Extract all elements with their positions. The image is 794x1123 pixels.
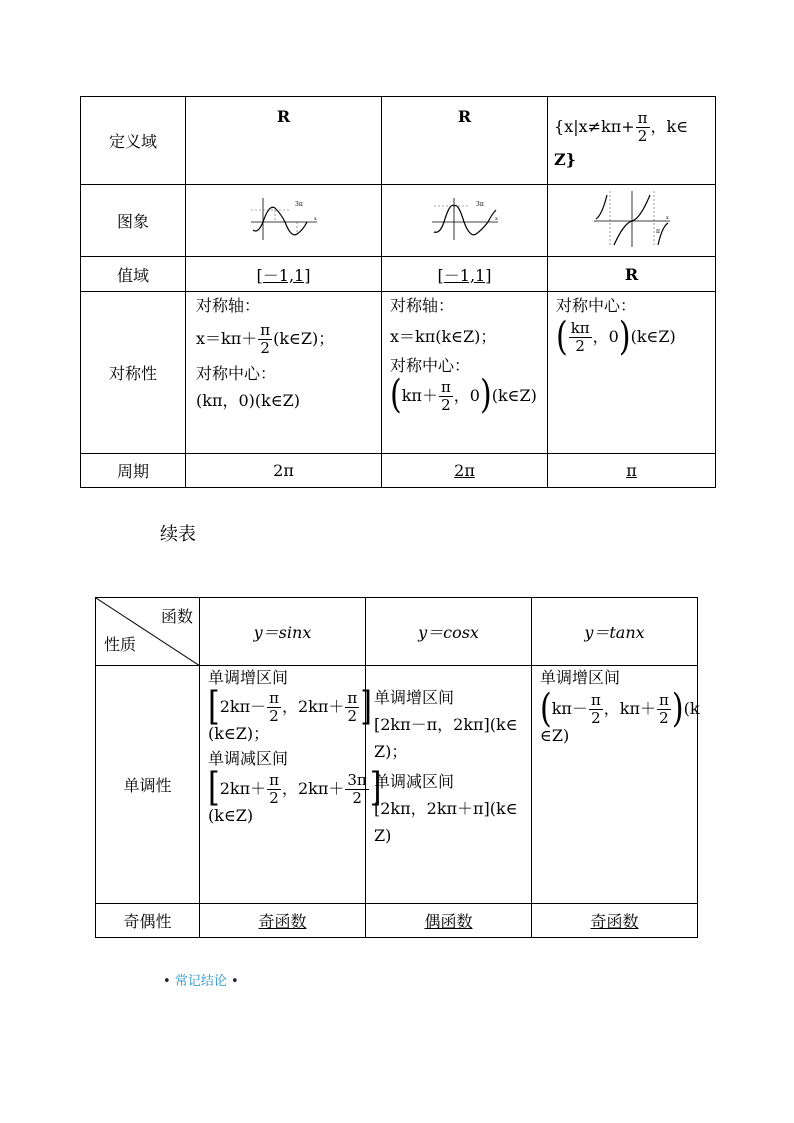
fraction: $\frac{\pi}{2}$	[269, 689, 279, 726]
cos-axis-title: 对称轴：	[390, 296, 455, 315]
fraction: $\frac{\pi}{2}$	[269, 770, 279, 807]
corner-top: 函数	[160, 607, 193, 626]
trig-properties-table-continued	[95, 597, 698, 938]
sin-symmetry	[186, 292, 382, 454]
fraction: $\frac{3\pi}{2}$	[347, 770, 367, 807]
sin-parity: 奇函数	[200, 904, 366, 938]
cos-inc-title: 单调增区间	[374, 688, 455, 707]
conclusion-label: 常记结论	[174, 974, 227, 989]
tan-monotonic	[532, 666, 698, 904]
sin-axis-title: 对称轴：	[196, 296, 261, 315]
sin-center: (kπ，0)(k∈Z)	[196, 391, 301, 411]
svg-text:x: x	[313, 215, 317, 222]
graph-row	[81, 185, 716, 257]
tan-inc-interval: (kπ－ $\frac{\pi}{2}$ ，kπ＋ $\frac{\pi}{2}$ )(k	[540, 686, 700, 732]
monotonic-row	[96, 666, 698, 904]
cos-inc-2: Z)；	[374, 742, 408, 762]
sin-dec-tail: (k∈Z)	[208, 805, 254, 825]
cos-dec-title: 单调减区间	[374, 771, 455, 791]
tan-graph-svg	[592, 189, 672, 249]
sin-dec-interval: [2kπ＋ $\frac{\pi}{2}$ ，2kπ＋ $\frac{3\pi}{2}$ ]	[208, 765, 382, 812]
fraction: $\frac{k\pi}{2}$	[570, 319, 590, 356]
sin-domain: R	[186, 97, 382, 185]
symmetry-row	[81, 292, 716, 454]
cos-axis: x＝kπ(k∈Z)；	[390, 327, 497, 347]
bullet-icon: •	[163, 974, 171, 989]
cos-center-title: 对称中心：	[390, 356, 471, 376]
tan-parity: 奇函数	[532, 904, 698, 938]
sin-dec-title: 单调减区间	[208, 749, 289, 769]
sin-monotonic	[200, 666, 382, 904]
tan-period: π	[548, 454, 716, 488]
corner-cell	[96, 598, 200, 666]
cos-dec-1: [2kπ，2kπ＋π](k∈	[374, 798, 518, 818]
range-row	[81, 257, 716, 292]
header-tan: y＝tanx	[532, 598, 698, 666]
sin-axis-formula: x＝kπ＋ $\frac{\pi}{2}$ (k∈Z)；	[196, 321, 335, 358]
cos-domain: R	[382, 97, 548, 185]
bullet-icon: •	[230, 974, 239, 989]
header-row	[96, 598, 698, 666]
svg-text:x: x	[494, 215, 498, 222]
range-label: 值域	[81, 257, 186, 292]
sin-inc-title: 单调增区间	[208, 668, 289, 687]
fraction: $\frac{\pi}{2}$	[347, 689, 358, 726]
cos-center: (kπ＋ $\frac{\pi}{2}$ ，0)(k∈Z)	[390, 372, 537, 419]
tan-inc-title: 单调增区间	[540, 668, 621, 687]
cos-dec-2: Z)	[374, 825, 392, 845]
fraction: $\frac{\pi}{2}$	[659, 691, 669, 728]
header-sin: y＝sinx	[200, 598, 366, 666]
tan-domain: {x|x≠kπ+ $\frac{\pi}{2}$ ，k∈ Z}	[548, 97, 716, 185]
fraction: $\frac{\pi}{2}$	[637, 109, 648, 146]
sin-inc-interval: [2kπ－ $\frac{\pi}{2}$ ，2kπ＋ $\frac{\pi}{2}$ ]	[208, 684, 372, 730]
svg-text:3π: 3π	[294, 200, 303, 208]
header-cos: y＝cosx	[366, 598, 532, 666]
domain-row	[81, 97, 716, 185]
svg-text:3π: 3π	[475, 200, 484, 208]
cos-parity: 偶函数	[366, 904, 532, 938]
sin-inc-tail: (k∈Z)；	[208, 724, 270, 744]
tan-symmetry	[548, 292, 716, 454]
cos-symmetry	[382, 292, 548, 454]
fraction: $\frac{\pi}{2}$	[590, 691, 601, 728]
monotonic-label: 单调性	[96, 666, 200, 904]
sin-range: [－1,1]	[186, 257, 382, 292]
domain-label: 定义域	[81, 97, 186, 185]
tan-inc-tail: ∈Z)	[540, 726, 570, 746]
sin-center-title: 对称中心：	[196, 364, 277, 384]
trig-properties-table	[80, 96, 716, 488]
fraction: $\frac{\pi}{2}$	[440, 377, 451, 414]
symmetry-label: 对称性	[81, 292, 186, 454]
period-row	[81, 454, 716, 488]
svg-text:π: π	[655, 227, 660, 235]
cos-graph	[382, 185, 548, 257]
cos-graph-svg	[430, 194, 500, 244]
period-label: 周期	[81, 454, 186, 488]
fraction: $\frac{\pi}{2}$	[260, 321, 271, 358]
continued-label: 续表	[160, 524, 196, 545]
svg-text:x: x	[665, 214, 669, 221]
graph-label: 图象	[81, 185, 186, 257]
cos-period: 2π	[382, 454, 548, 488]
tan-domain-pre: {x|x≠kπ+	[554, 117, 635, 137]
tan-range: R	[548, 257, 716, 292]
tan-domain-end: Z}	[554, 150, 576, 170]
cos-range: [－1,1]	[382, 257, 548, 292]
cos-inc-1: [2kπ－π，2kπ](k∈	[374, 715, 518, 735]
parity-row	[96, 904, 698, 938]
sin-period: 2π	[186, 454, 382, 488]
tan-center: ( $\frac{k\pi}{2}$ ，0)(k∈Z)	[556, 314, 676, 360]
cos-monotonic	[366, 666, 532, 904]
sin-graph-svg	[249, 194, 319, 244]
corner-bottom: 性质	[104, 635, 137, 654]
tan-center-title: 对称中心：	[556, 296, 637, 315]
conclusion-heading	[163, 970, 239, 989]
tan-graph	[548, 185, 716, 257]
parity-label: 奇偶性	[96, 904, 200, 938]
sin-graph	[186, 185, 382, 257]
